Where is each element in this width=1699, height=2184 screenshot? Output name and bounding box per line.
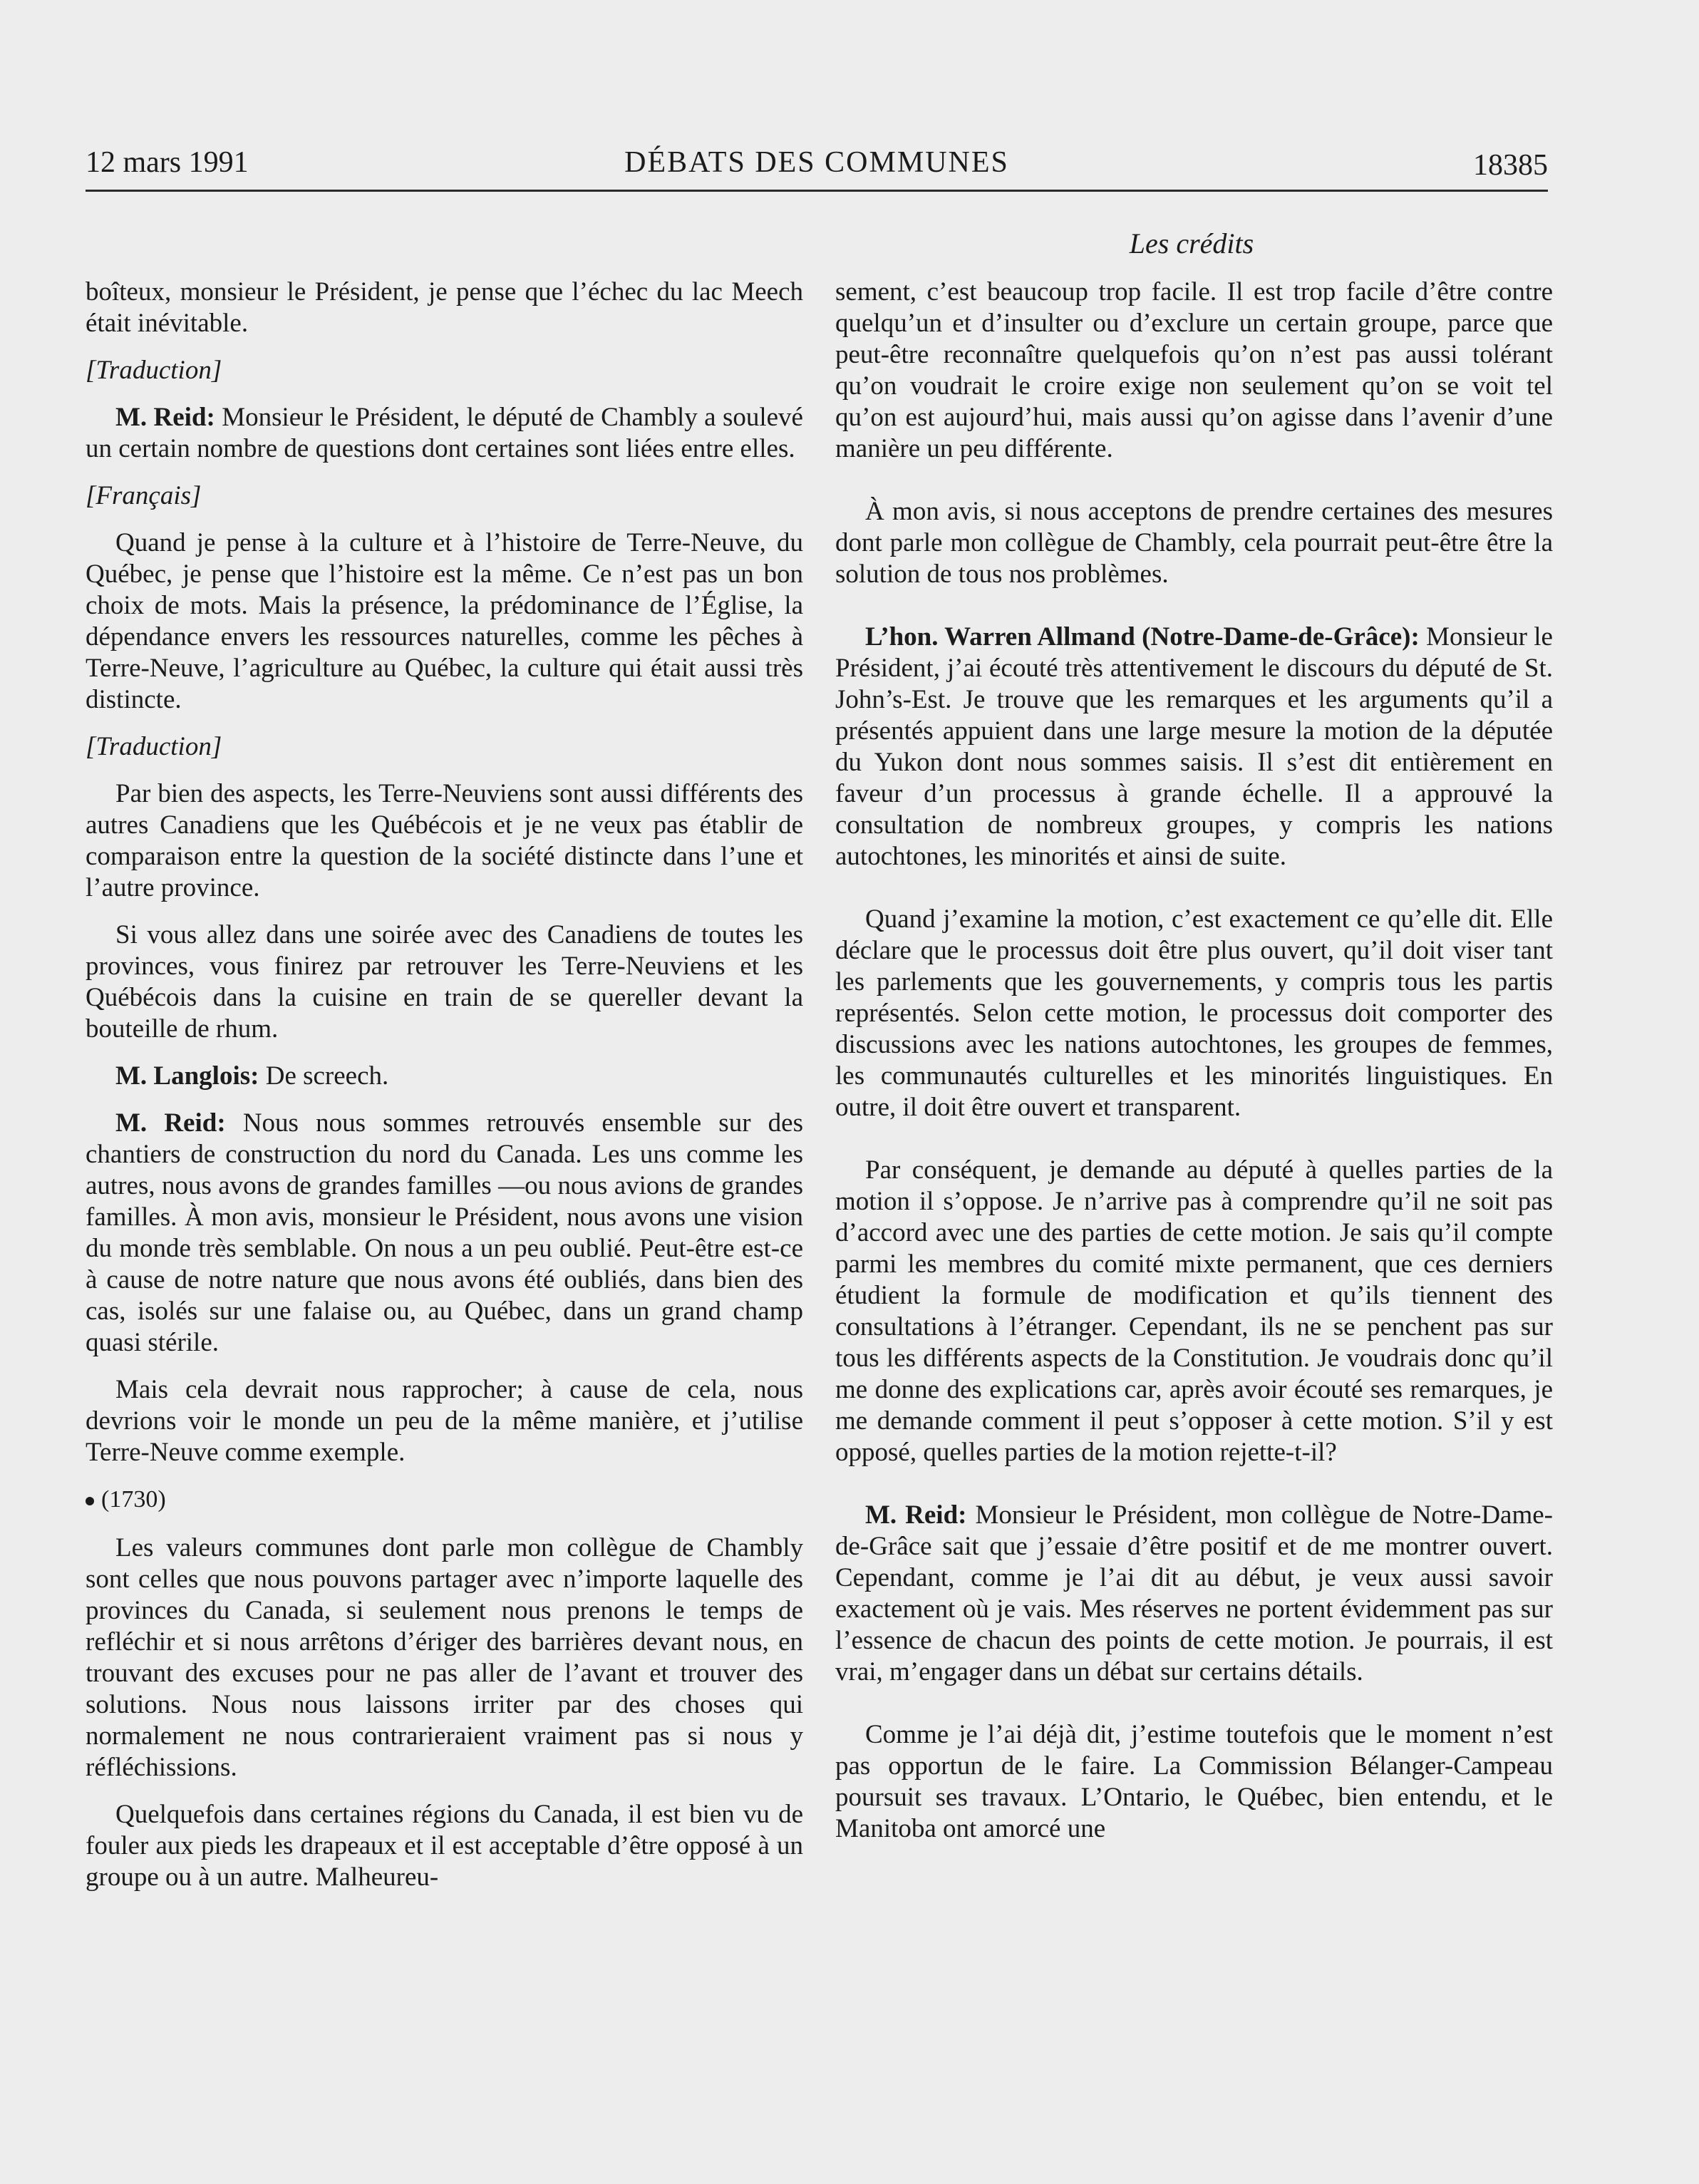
left-column: [86, 277, 803, 1909]
paragraph: Mais cela devrait nous rapprocher; à cause de cela, nous devrions voir le monde un peu de la même manière, et j’utilise Terre-Neuve comme exemple.: [86, 1375, 803, 1467]
speech-text: Monsieur le Président, le député de Chambly a soulevé un certain nombre de questions dont certaines sont liées entre elles.: [86, 403, 803, 463]
paragraph: [86, 402, 803, 465]
speech-text: Monsieur le Président, mon collègue de Notre-Dame-de-Grâce sait que j’essaie d’être positif et de me montrer ouvert. Cependant, comme je l’ai dit au début, je veux aussi savoir exactement où je vais. Mes réserves ne portent évidemment pas sur l’essence de chacun des points de cette motion. Je pourrais, il est vrai, m’engager dans un débat sur certains détails.: [835, 1500, 1553, 1686]
bullet-icon: [86, 1497, 94, 1505]
paragraph: Par bien des aspects, les Terre-Neuviens sont aussi différents des autres Canadiens que les Québécois et je ne veux pas établir de comparaison entre la question de la société distincte dans l’une et l’autre province.: [86, 779, 803, 902]
paragraph: Par conséquent, je demande au député à quelles parties de la motion il s’oppose. Je n’arrive pas à comprendre qu’il ne soit pas d’accord avec une des parties de cette motion. Je sais qu’il compte parmi les membres du comité mixte permanent, que ces derniers étudient la formule de modification et qu’ils tiennent des consultations à l’étranger. Cependant, ils ne se penchent pas sur tous les différents aspects de la Constitution. Je voudrais donc qu’il me donne des explications car, après avoir écouté ses remarques, je me demande comment il peut s’opposer à cette motion. S’il y est opposé, quelles parties de la motion rejette-t-il?: [835, 1155, 1553, 1467]
paragraph: Quand je pense à la culture et à l’histoire de Terre-Neuve, du Québec, je pense que l’histoire est la même. Ce n’est pas un bon choix de mots. Mais la présence, la prédominance de l’Église, la dépendance envers les ressources naturelles, comme les pêches à Terre-Neuve, l’agriculture au Québec, la culture qui était aussi très distincte.: [86, 528, 803, 714]
paragraph: sement, c’est beaucoup trop facile. Il est trop facile d’être contre quelqu’un et d’insulter ou d’exclure un certain groupe, parce que peut-être reconnaître quelquefois qu’on n’est pas aussi tolérant qu’on voudrait le croire exige non seulement qu’on se voit tel qu’on est aujourd’hui, mais aussi qu’on agisse dans l’avenir d’une manière un peu différente.: [835, 277, 1553, 463]
header-date: 12 mars 1991: [86, 146, 249, 179]
speaker-name: M. Reid:: [115, 403, 215, 432]
paragraph: [835, 622, 1553, 872]
paragraph: Quand j’examine la motion, c’est exactement ce qu’elle dit. Elle déclare que le processus doit être plus ouvert, qu’il doit viser tant les parlements que les gouvernements, y compris tous les partis représentés. Selon cette motion, le processus doit comporter des discussions avec les nations autochtones, les groupes de femmes, les communautés culturelles et les minorités linguistiques. En outre, il doit être ouvert et transparent.: [835, 905, 1553, 1122]
timestamp: [86, 1484, 803, 1515]
speaker-name: M. Langlois:: [115, 1061, 259, 1091]
section-title: Les crédits: [1129, 227, 1254, 259]
language-tag: [Français]: [86, 481, 202, 510]
paragraph: [86, 1061, 803, 1092]
paragraph: À mon avis, si nous acceptons de prendre certaines des mesures dont parle mon collègue de Chambly, cela pourrait peut-être être la solution de tous nos problèmes.: [835, 497, 1553, 589]
paragraph: Les valeurs communes dont parle mon collègue de Chambly sont celles que nous pouvons partager avec n’importe laquelle des provinces du Canada, si seulement nous prenons le temps de refléchir et si nous arrêtons d’ériger des barrières devant nous, en trouvant des excuses pour ne pas aller de l’avant et trouver des solutions. Nous nous laissons irriter par des choses qui normalement ne nous contrarieraient vraiment pas si nous y réfléchissions.: [86, 1533, 803, 1782]
header-rule: [86, 190, 1548, 192]
speech-text: De screech.: [259, 1061, 389, 1091]
page-header: [86, 143, 1548, 192]
header-title: DÉBATS DES COMMUNES: [624, 146, 1009, 179]
right-column: [835, 277, 1553, 1860]
header-page-number: 18385: [1473, 149, 1548, 182]
speaker-name: M. Reid:: [115, 1108, 226, 1138]
language-tag: [Traduction]: [86, 732, 222, 761]
speaker-name: M. Reid:: [865, 1500, 967, 1530]
timestamp-text: (1730): [101, 1486, 166, 1513]
speech-text: Nous nous sommes retrouvés ensemble sur des chantiers de construction du nord du Canada. Les uns comme les autres, nous avons de grandes familles —ou nous avions de grandes familles. À mon avis, monsieur le Président, nous avons une vision du monde très semblable. On nous a un peu oublié. Peut-être est-ce à cause de notre nature que nous avons été oubliés, dans bien des cas, isolés sur une falaise ou, au Québec, dans un grand champ quasi stérile.: [86, 1108, 803, 1357]
paragraph: [86, 1108, 803, 1359]
speaker-name: L’hon. Warren Allmand (Notre-Dame-de-Grâce):: [865, 622, 1420, 651]
language-tag: [Traduction]: [86, 356, 222, 385]
paragraph: [835, 1500, 1553, 1688]
paragraph: Quelquefois dans certaines régions du Canada, il est bien vu de fouler aux pieds les drapeaux et il est acceptable d’être opposé à un groupe ou à un autre. Malheureu-: [86, 1800, 803, 1892]
paragraph: boîteux, monsieur le Président, je pense que l’échec du lac Meech était inévitable.: [86, 277, 803, 338]
speech-text: Monsieur le Président, j’ai écouté très attentivement le discours du député de St. John’s-Est. Je trouve que les remarques et les arguments qu’il a présentés appuient dans une large mesure la motion de la députée du Yukon dont nous sommes saisis. Il s’est dit entièrement en faveur d’un processus à grande échelle. Il a approuvé la consultation de nombreux groupes, y compris les nations autochtones, les minorités et ainsi de suite.: [835, 622, 1553, 871]
paragraph: Comme je l’ai déjà dit, j’estime toutefois que le moment n’est pas opportun de le faire. La Commission Bélanger-Campeau poursuit ses travaux. L’Ontario, le Québec, bien entendu, et le Manitoba ont amorcé une: [835, 1720, 1553, 1843]
paragraph: Si vous allez dans une soirée avec des Canadiens de toutes les provinces, vous finirez par retrouver les Terre-Neuviens et les Québécois dans la cuisine en train de se quereller devant la bouteille de rhum.: [86, 920, 803, 1044]
